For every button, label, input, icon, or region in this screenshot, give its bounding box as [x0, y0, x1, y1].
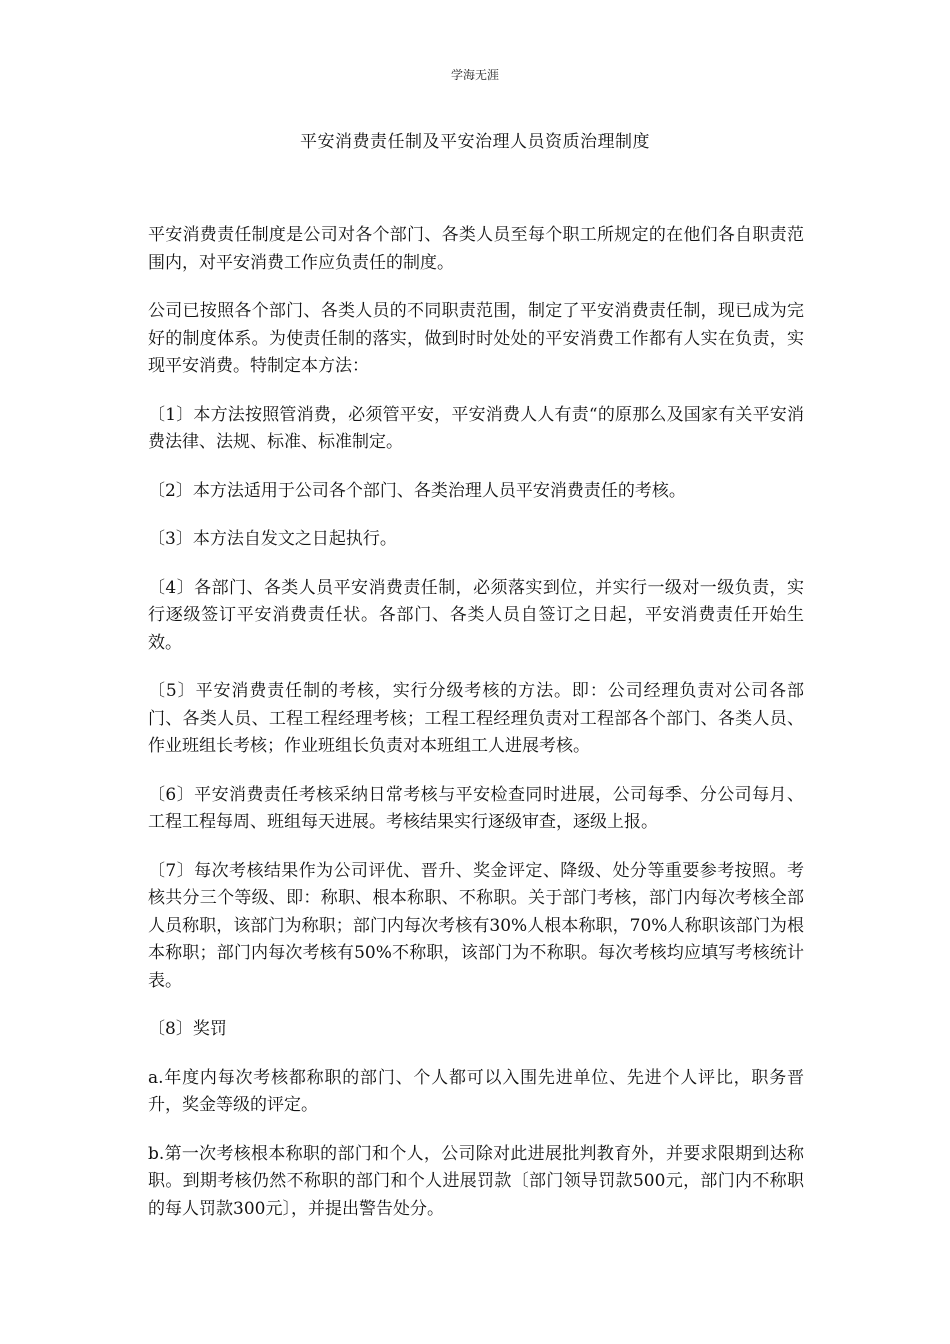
clause-4: 〔4〕各部门、各类人员平安消费责任制，必须落实到位，并实行一级对一级负责，实行逐级签订平安消费责任状。各部门、各类人员自签订之日起，平安消费责任开始生效。 [148, 577, 804, 653]
clause-6: 〔6〕平安消费责任考核采纳日常考核与平安检查同时进展，公司每季、分公司每月、工程工程每周、班组每天进展。考核结果实行逐级审查，逐级上报。 [148, 784, 804, 832]
clause-8-heading: 〔8〕奖罚 [148, 1019, 227, 1039]
document-body [148, 222, 804, 1244]
page-header: 学海无涯 [450, 68, 499, 82]
clause-1: 〔1〕本方法按照管消费，必须管平安，平安消费人人有责“的原那么及国家有关平安消费法律、法规、标准、标准制定。 [148, 404, 804, 452]
clause-3: 〔3〕本方法自发文之日起执行。 [148, 529, 397, 549]
paragraph-intro: 平安消费责任制度是公司对各个部门、各类人员至每个职工所规定的在他们各自职责范围内，对平安消费工作应负责任的制度。 [148, 225, 804, 273]
clause-8-item-b: b.第一次考核根本称职的部门和个人，公司除对此进展批判教育外，并要求限期到达称职。到期考核仍然不称职的部门和个人进展罚款〔部门领导罚款500元，部门内不称职的每人罚款300元〕，并提出警告处分。 [148, 1143, 804, 1219]
clause-7: 〔7〕每次考核结果作为公司评优、晋升、奖金评定、降级、处分等重要参考按照。考核共分三个等级、即：称职、根本称职、不称职。关于部门考核，部门内每次考核全部人员称职，该部门为称职；部门内每次考核有30%人根本称职，70%人称职该部门为根本称职；部门内每次考核有50%不称职，该部门为不称职。每次考核均应填写考核统计表。 [148, 860, 804, 991]
clause-2: 〔2〕本方法适用于公司各个部门、各类治理人员平安消费责任的考核。 [148, 480, 686, 501]
document-title: 平安消费责任制及平安治理人员资质治理制度 [300, 132, 650, 152]
clause-5: 〔5〕平安消费责任制的考核，实行分级考核的方法。即：公司经理负责对公司各部门、各类人员、工程工程经理考核；工程工程经理负责对工程部各个部门、各类人员、作业班组长考核；作业班组长负责对本班组工人进展考核。 [148, 681, 804, 756]
clause-8-item-a: a.年度内每次考核都称职的部门、个人都可以入围先进单位、先进个人评比，职务晋升，奖金等级的评定。 [148, 1067, 804, 1115]
paragraph-overview: 公司已按照各个部门、各类人员的不同职责范围，制定了平安消费责任制，现已成为完好的制度体系。为使责任制的落实，做到时时处处的平安消费工作都有人实在负责，实现平安消费。特制定本方法： [148, 301, 804, 376]
